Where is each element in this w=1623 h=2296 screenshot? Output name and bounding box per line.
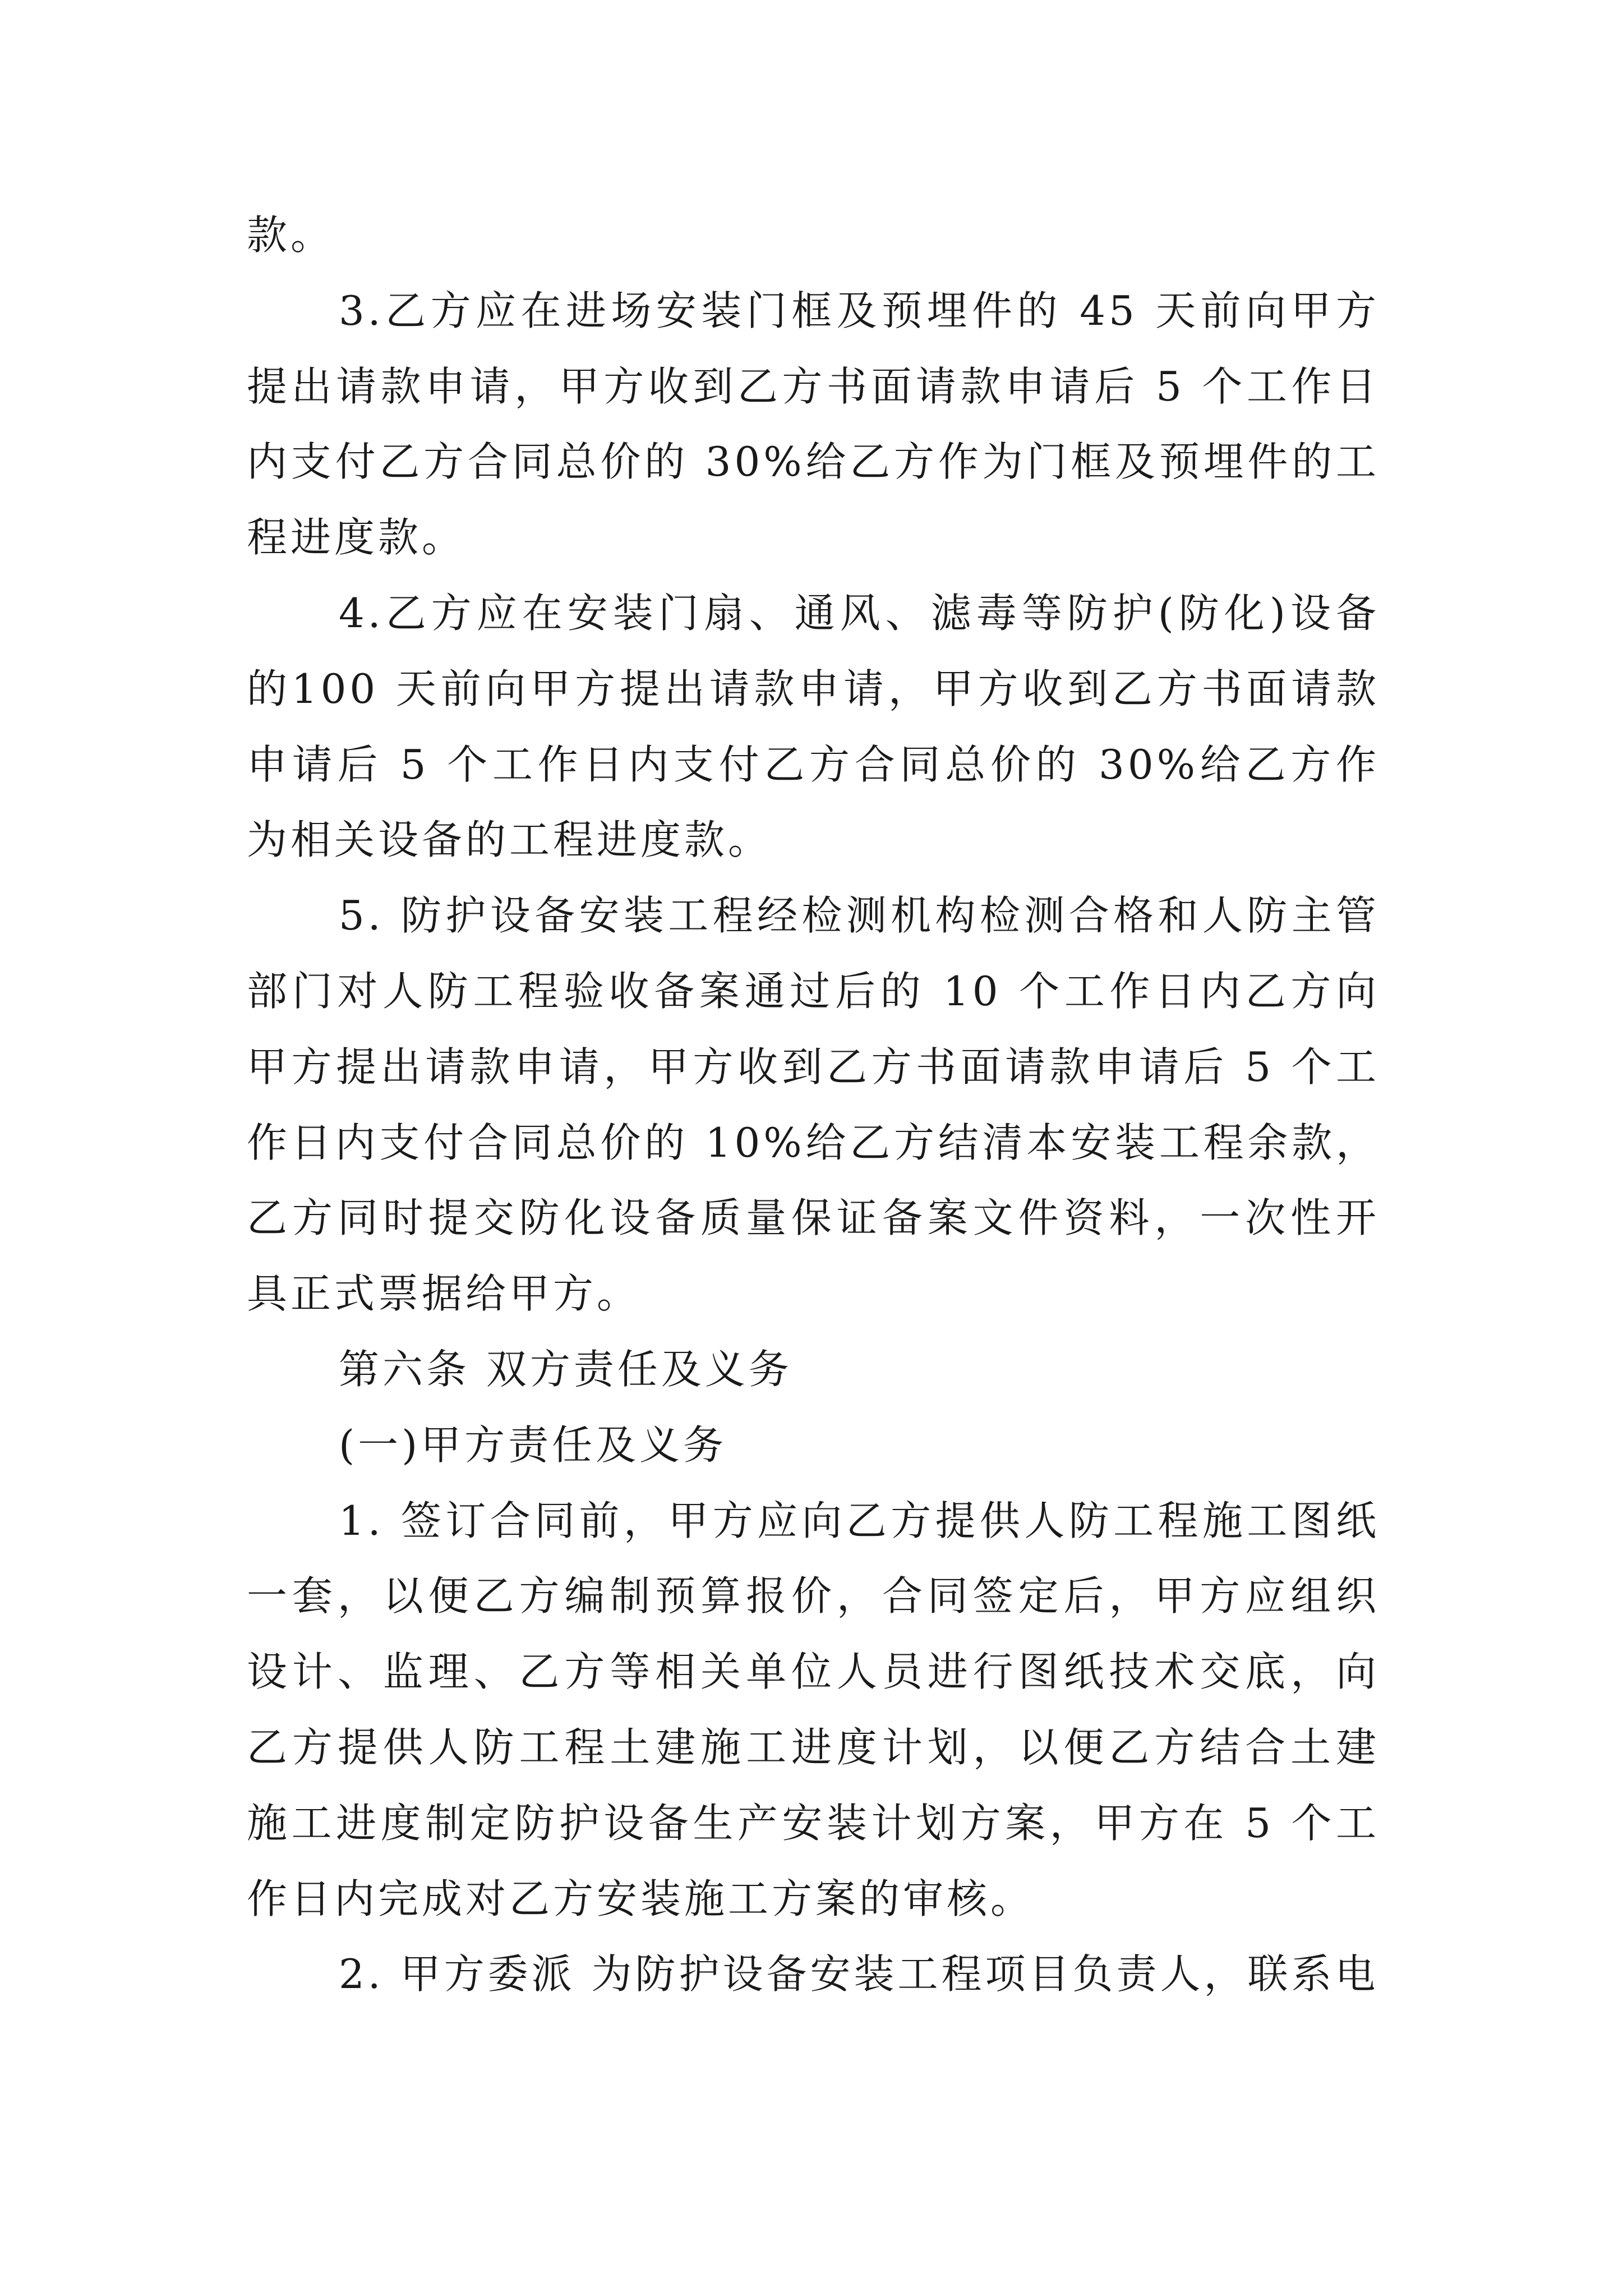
contract-body-text xyxy=(247,197,1380,2012)
paragraph-party-a-item-2: 2. 甲方委派 为防护设备安装工程项目负责人，联系电 xyxy=(339,1950,1379,1998)
paragraph-clause-3: 3.乙方应在进场安装门框及预埋件的 45 天前向甲方提出请款申请，甲方收到乙方书面请款申请后 5 个工作日内支付乙方合同总价的 30%给乙方作为门框及预埋件的工程进度款。 xyxy=(247,287,1380,562)
paragraph-continuation: 款。 xyxy=(247,211,335,259)
paragraph-clause-4: 4.乙方应在安装门扇、通风、滤毒等防护(防化)设备的100 天前向甲方提出请款申请，甲方收到乙方书面请款申请后 5 个工作日内支付乙方合同总价的 30%给乙方作为相关设备的工程进度款。 xyxy=(247,589,1380,864)
section-heading-article-6: 第六条 双方责任及义务 xyxy=(339,1345,792,1393)
paragraph-party-a-item-1: 1. 签订合同前，甲方应向乙方提供人防工程施工图纸一套，以便乙方编制预算报价，合同签定后，甲方应组织设计、监理、乙方等相关单位人员进行图纸技术交底，向乙方提供人防工程土建施工进度计划，以便乙方结合土建施工进度制定防护设备生产安装计划方案，甲方在 5 个工作日内完成对乙方安装施工方案的审核。 xyxy=(247,1497,1380,1922)
subsection-heading-party-a: (一)甲方责任及义务 xyxy=(339,1421,727,1469)
paragraph-clause-5: 5. 防护设备安装工程经检测机构检测合格和人防主管部门对人防工程验收备案通过后的 10 个工作日内乙方向甲方提出请款申请，甲方收到乙方书面请款申请后 5 个工作日内支付合同总价的 10%给乙方结清本安装工程余款，乙方同时提交防化设备质量保证备案文件资料，一次性开具正式票据给甲方。 xyxy=(247,892,1380,1318)
